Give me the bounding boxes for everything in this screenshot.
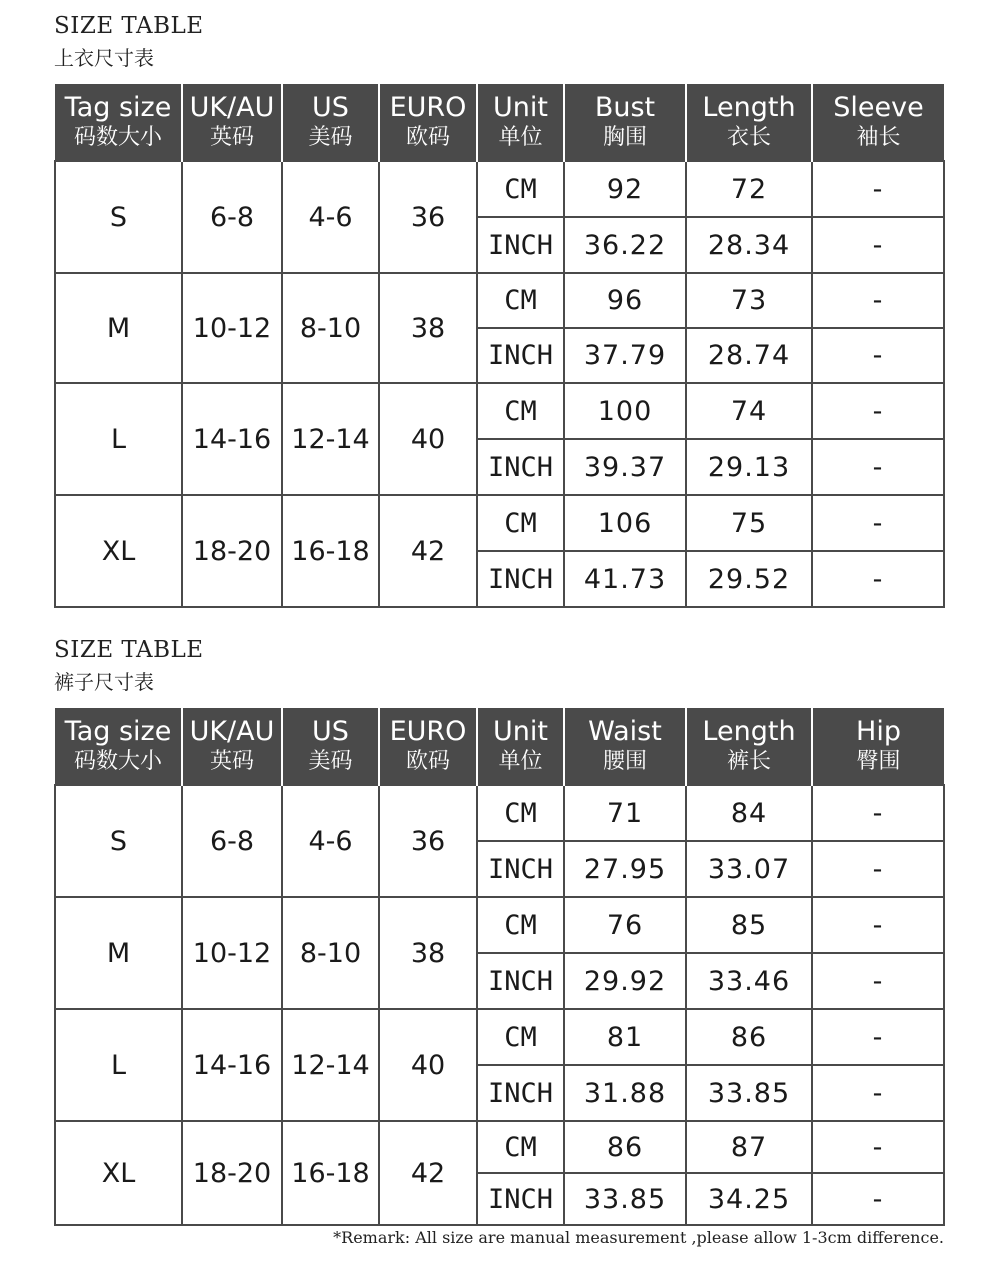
header-uk-au: UK/AU 英码 bbox=[182, 708, 282, 785]
table-row bbox=[55, 897, 944, 953]
header-tag-size: Tag size 码数大小 bbox=[55, 708, 182, 785]
hip-cell: - bbox=[812, 897, 944, 953]
bust-cell: 39.37 bbox=[564, 439, 686, 495]
tag-size-cell: S bbox=[55, 785, 182, 897]
us-cell: 4-6 bbox=[282, 161, 379, 273]
unit-cell: INCH bbox=[477, 953, 564, 1009]
header-euro: EURO 欧码 bbox=[379, 84, 477, 161]
header-waist: Waist 腰围 bbox=[564, 708, 686, 785]
unit-cell: INCH bbox=[477, 551, 564, 607]
euro-cell: 36 bbox=[379, 161, 477, 273]
header-us: US 美码 bbox=[282, 708, 379, 785]
top-size-table bbox=[54, 84, 945, 608]
uk-au-cell: 10-12 bbox=[182, 897, 282, 1009]
header-bust: Bust 胸围 bbox=[564, 84, 686, 161]
header-unit: Unit 单位 bbox=[477, 84, 564, 161]
waist-cell: 81 bbox=[564, 1009, 686, 1065]
header-us: US 美码 bbox=[282, 84, 379, 161]
unit-cell: CM bbox=[477, 785, 564, 841]
unit-cell: CM bbox=[477, 495, 564, 551]
us-cell: 12-14 bbox=[282, 383, 379, 495]
bottom-size-table bbox=[54, 708, 945, 1226]
tag-size-cell: XL bbox=[55, 495, 182, 607]
top-section-subtitle: 上衣尺寸表 bbox=[54, 46, 154, 70]
length-cell: 85 bbox=[686, 897, 812, 953]
waist-cell: 71 bbox=[564, 785, 686, 841]
tag-size-cell: XL bbox=[55, 1121, 182, 1225]
uk-au-cell: 14-16 bbox=[182, 1009, 282, 1121]
euro-cell: 40 bbox=[379, 383, 477, 495]
bust-cell: 41.73 bbox=[564, 551, 686, 607]
sleeve-cell: - bbox=[812, 161, 944, 217]
euro-cell: 38 bbox=[379, 897, 477, 1009]
header-euro: EURO 欧码 bbox=[379, 708, 477, 785]
length-cell: 73 bbox=[686, 273, 812, 328]
bust-cell: 96 bbox=[564, 273, 686, 328]
bust-cell: 37.79 bbox=[564, 328, 686, 383]
sleeve-cell: - bbox=[812, 217, 944, 273]
length-cell: 75 bbox=[686, 495, 812, 551]
us-cell: 4-6 bbox=[282, 785, 379, 897]
length-cell: 28.34 bbox=[686, 217, 812, 273]
header-uk-au: UK/AU 英码 bbox=[182, 84, 282, 161]
unit-cell: INCH bbox=[477, 1065, 564, 1121]
hip-cell: - bbox=[812, 953, 944, 1009]
table-row bbox=[55, 161, 944, 217]
sleeve-cell: - bbox=[812, 328, 944, 383]
table-row bbox=[55, 383, 944, 439]
table-row bbox=[55, 1121, 944, 1173]
length-cell: 34.25 bbox=[686, 1173, 812, 1225]
us-cell: 8-10 bbox=[282, 273, 379, 383]
bust-cell: 106 bbox=[564, 495, 686, 551]
euro-cell: 42 bbox=[379, 1121, 477, 1225]
us-cell: 16-18 bbox=[282, 1121, 379, 1225]
unit-cell: CM bbox=[477, 383, 564, 439]
table-row bbox=[55, 273, 944, 328]
waist-cell: 27.95 bbox=[564, 841, 686, 897]
sleeve-cell: - bbox=[812, 495, 944, 551]
header-hip: Hip 臀围 bbox=[812, 708, 944, 785]
length-cell: 29.52 bbox=[686, 551, 812, 607]
length-cell: 28.74 bbox=[686, 328, 812, 383]
hip-cell: - bbox=[812, 785, 944, 841]
unit-cell: INCH bbox=[477, 439, 564, 495]
length-cell: 74 bbox=[686, 383, 812, 439]
bust-cell: 100 bbox=[564, 383, 686, 439]
sleeve-cell: - bbox=[812, 383, 944, 439]
waist-cell: 31.88 bbox=[564, 1065, 686, 1121]
header-sleeve: Sleeve 袖长 bbox=[812, 84, 944, 161]
unit-cell: INCH bbox=[477, 1173, 564, 1225]
uk-au-cell: 18-20 bbox=[182, 1121, 282, 1225]
bust-cell: 92 bbox=[564, 161, 686, 217]
table-row bbox=[55, 1009, 944, 1065]
us-cell: 16-18 bbox=[282, 495, 379, 607]
hip-cell: - bbox=[812, 1121, 944, 1173]
sleeve-cell: - bbox=[812, 273, 944, 328]
uk-au-cell: 18-20 bbox=[182, 495, 282, 607]
sleeve-cell: - bbox=[812, 551, 944, 607]
length-cell: 33.46 bbox=[686, 953, 812, 1009]
tag-size-cell: L bbox=[55, 383, 182, 495]
length-cell: 33.07 bbox=[686, 841, 812, 897]
euro-cell: 36 bbox=[379, 785, 477, 897]
header-length: Length 衣长 bbox=[686, 84, 812, 161]
length-cell: 87 bbox=[686, 1121, 812, 1173]
header-unit: Unit 单位 bbox=[477, 708, 564, 785]
unit-cell: CM bbox=[477, 1009, 564, 1065]
length-cell: 72 bbox=[686, 161, 812, 217]
tag-size-cell: M bbox=[55, 273, 182, 383]
header-tag-size: Tag size 码数大小 bbox=[55, 84, 182, 161]
uk-au-cell: 14-16 bbox=[182, 383, 282, 495]
bottom-section-title: SIZE TABLE bbox=[54, 637, 204, 663]
unit-cell: CM bbox=[477, 273, 564, 328]
length-cell: 29.13 bbox=[686, 439, 812, 495]
uk-au-cell: 6-8 bbox=[182, 161, 282, 273]
top-section-title: SIZE TABLE bbox=[54, 13, 204, 39]
unit-cell: INCH bbox=[477, 841, 564, 897]
length-cell: 33.85 bbox=[686, 1065, 812, 1121]
table-row bbox=[55, 785, 944, 841]
tag-size-cell: M bbox=[55, 897, 182, 1009]
remark-note: *Remark: All size are manual measurement ,please allow 1-3cm difference. bbox=[333, 1228, 944, 1247]
unit-cell: CM bbox=[477, 897, 564, 953]
table-header-row bbox=[55, 84, 944, 161]
hip-cell: - bbox=[812, 1173, 944, 1225]
tag-size-cell: L bbox=[55, 1009, 182, 1121]
table-header-row bbox=[55, 708, 944, 785]
hip-cell: - bbox=[812, 1065, 944, 1121]
unit-cell: INCH bbox=[477, 328, 564, 383]
euro-cell: 40 bbox=[379, 1009, 477, 1121]
uk-au-cell: 10-12 bbox=[182, 273, 282, 383]
unit-cell: INCH bbox=[477, 217, 564, 273]
bottom-section-subtitle: 裤子尺寸表 bbox=[54, 670, 154, 694]
waist-cell: 33.85 bbox=[564, 1173, 686, 1225]
bust-cell: 36.22 bbox=[564, 217, 686, 273]
tag-size-cell: S bbox=[55, 161, 182, 273]
hip-cell: - bbox=[812, 1009, 944, 1065]
euro-cell: 38 bbox=[379, 273, 477, 383]
unit-cell: CM bbox=[477, 161, 564, 217]
header-length: Length 裤长 bbox=[686, 708, 812, 785]
us-cell: 12-14 bbox=[282, 1009, 379, 1121]
unit-cell: CM bbox=[477, 1121, 564, 1173]
waist-cell: 86 bbox=[564, 1121, 686, 1173]
length-cell: 86 bbox=[686, 1009, 812, 1065]
us-cell: 8-10 bbox=[282, 897, 379, 1009]
length-cell: 84 bbox=[686, 785, 812, 841]
waist-cell: 76 bbox=[564, 897, 686, 953]
euro-cell: 42 bbox=[379, 495, 477, 607]
table-row bbox=[55, 495, 944, 551]
hip-cell: - bbox=[812, 841, 944, 897]
waist-cell: 29.92 bbox=[564, 953, 686, 1009]
sleeve-cell: - bbox=[812, 439, 944, 495]
uk-au-cell: 6-8 bbox=[182, 785, 282, 897]
